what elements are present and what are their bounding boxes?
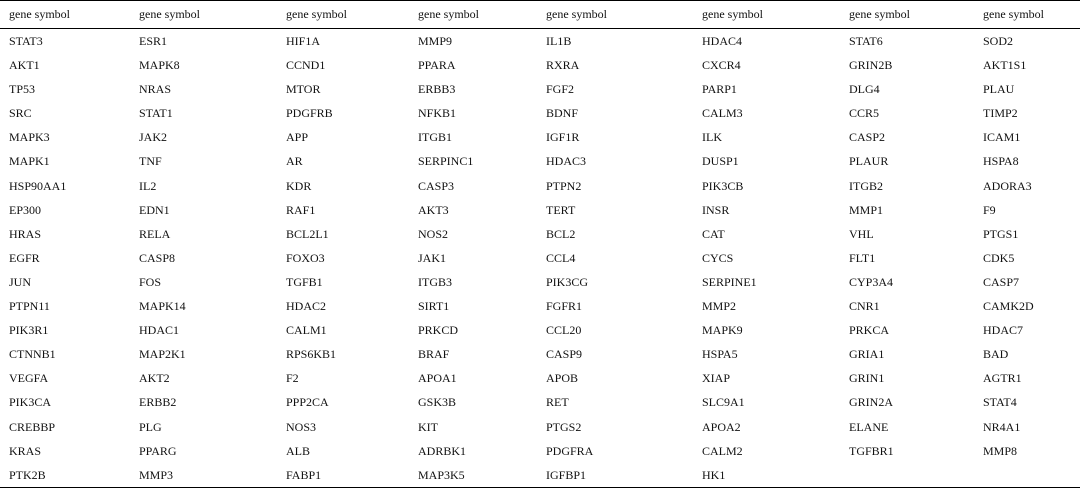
gene-symbol-cell: JAK1 xyxy=(418,250,447,265)
gene-symbol-cell: BAD xyxy=(983,347,1009,362)
gene-symbol-cell: MAPK3 xyxy=(9,130,50,145)
gene-symbol-cell: TP53 xyxy=(9,82,36,97)
gene-symbol-cell: HDAC2 xyxy=(286,299,327,314)
gene-symbol-cell: KIT xyxy=(418,419,438,434)
gene-symbol-cell: SLC9A1 xyxy=(702,395,745,410)
column-header: gene symbol xyxy=(286,7,347,21)
gene-symbol-cell: CTNNB1 xyxy=(9,347,56,362)
gene-symbol-cell: FOXO3 xyxy=(286,250,325,265)
column-header: gene symbol xyxy=(702,7,763,21)
gene-symbol-cell: DLG4 xyxy=(849,82,880,97)
gene-symbol-cell: DUSP1 xyxy=(702,154,739,169)
gene-symbol-cell: APP xyxy=(286,130,309,145)
table-row xyxy=(0,415,1080,439)
gene-symbol-cell: AKT3 xyxy=(418,202,449,217)
gene-symbol-cell: RAF1 xyxy=(286,202,316,217)
gene-symbol-cell: CCL20 xyxy=(546,323,582,338)
gene-symbol-cell: BCL2L1 xyxy=(286,226,329,241)
gene-symbol-cell: GRIN2A xyxy=(849,395,893,410)
gene-symbol-cell: EDN1 xyxy=(139,202,170,217)
gene-symbol-cell: PDGFRB xyxy=(286,106,333,121)
table-row xyxy=(0,246,1080,270)
gene-symbol-cell: IL2 xyxy=(139,178,157,193)
gene-symbol-cell: HDAC4 xyxy=(702,34,743,48)
table-row xyxy=(0,342,1080,366)
gene-symbol-cell: AKT1 xyxy=(9,58,40,73)
table-row xyxy=(0,294,1080,318)
gene-symbol-cell: FLT1 xyxy=(849,250,876,265)
gene-symbol-cell: PPP2CA xyxy=(286,395,329,410)
gene-symbol-cell: MAP3K5 xyxy=(418,467,465,482)
gene-symbol-cell: ELANE xyxy=(849,419,889,434)
gene-symbol-cell: TGFBR1 xyxy=(849,443,894,458)
gene-symbol-cell: GRIN1 xyxy=(849,371,885,386)
gene-symbol-cell: HIF1A xyxy=(286,34,321,48)
gene-symbol-cell: PTPN11 xyxy=(9,299,50,314)
gene-symbol-cell: TERT xyxy=(546,202,576,217)
gene-symbol-cell: RELA xyxy=(139,226,171,241)
gene-symbol-cell: PRKCD xyxy=(418,323,459,338)
gene-symbol-cell: APOA1 xyxy=(418,371,457,386)
gene-symbol-cell: STAT1 xyxy=(139,106,173,121)
gene-symbol-cell: FOS xyxy=(139,274,162,289)
gene-symbol-cell: ERBB2 xyxy=(139,395,177,410)
gene-symbol-cell: IGFBP1 xyxy=(546,467,587,482)
gene-symbol-cell: CALM1 xyxy=(286,323,327,338)
gene-symbol-cell: PIK3CA xyxy=(9,395,52,410)
gene-symbol-cell: NRAS xyxy=(139,82,172,97)
gene-symbol-cell: GRIN2B xyxy=(849,58,893,73)
gene-symbol-cell: EP300 xyxy=(9,202,42,217)
gene-symbol-cell: CALM3 xyxy=(702,106,743,121)
gene-symbol-cell: ADRBK1 xyxy=(418,443,467,458)
gene-symbol-cell: PTPN2 xyxy=(546,178,582,193)
gene-symbol-cell: PPARG xyxy=(139,443,177,458)
gene-symbol-cell: HDAC3 xyxy=(546,154,587,169)
gene-symbol-cell: RET xyxy=(546,395,569,410)
gene-symbol-cell: MAP2K1 xyxy=(139,347,186,362)
gene-symbol-cell: PRKCA xyxy=(849,323,890,338)
gene-symbol-cell: CCND1 xyxy=(286,58,326,73)
gene-symbol-cell: AR xyxy=(286,154,303,169)
column-header: gene symbol xyxy=(418,7,479,21)
gene-symbol-cell: GSK3B xyxy=(418,395,457,410)
gene-symbol-cell: CYP3A4 xyxy=(849,274,894,289)
gene-symbol-cell: CCR5 xyxy=(849,106,880,121)
table-row xyxy=(0,390,1080,414)
gene-symbol-cell: CASP2 xyxy=(849,130,886,145)
gene-symbol-cell: PTGS2 xyxy=(546,419,582,434)
gene-symbol-cell xyxy=(974,463,1080,488)
gene-symbol-cell: VEGFA xyxy=(9,371,49,386)
table-row xyxy=(0,270,1080,294)
table-row xyxy=(0,366,1080,390)
gene-symbol-cell: STAT3 xyxy=(9,34,43,48)
gene-symbol-cell: BDNF xyxy=(546,106,579,121)
gene-symbol-cell: CASP7 xyxy=(983,274,1020,289)
gene-symbol-cell: CDK5 xyxy=(983,250,1015,265)
gene-symbol-cell: BRAF xyxy=(418,347,450,362)
gene-symbol-cell: ICAM1 xyxy=(983,130,1021,145)
gene-symbol-cell: SRC xyxy=(9,106,32,121)
gene-symbol-cell: F2 xyxy=(286,371,299,386)
gene-symbol-cell: INSR xyxy=(702,202,730,217)
gene-symbol-cell: MAPK14 xyxy=(139,299,186,314)
table-header-row xyxy=(0,1,1080,29)
gene-symbol-cell xyxy=(840,463,974,488)
table-row xyxy=(0,463,1080,488)
gene-symbol-cell: CASP9 xyxy=(546,347,583,362)
gene-symbol-cell: ITGB3 xyxy=(418,274,452,289)
gene-symbol-cell: MMP3 xyxy=(139,467,174,482)
gene-symbol-cell: NOS2 xyxy=(418,226,449,241)
gene-symbol-cell: HDAC1 xyxy=(139,323,180,338)
gene-symbol-cell: SERPINE1 xyxy=(702,274,757,289)
gene-symbol-cell: JUN xyxy=(9,274,32,289)
table-row xyxy=(0,101,1080,125)
gene-symbol-cell: NR4A1 xyxy=(983,419,1021,434)
gene-symbol-cell: XIAP xyxy=(702,371,731,386)
gene-symbol-cell: FABP1 xyxy=(286,467,322,482)
gene-symbol-cell: PIK3R1 xyxy=(9,323,49,338)
gene-symbol-cell: TNF xyxy=(139,154,162,169)
gene-symbol-cell: MMP2 xyxy=(702,299,737,314)
gene-symbol-cell: ITGB2 xyxy=(849,178,883,193)
gene-symbol-cell: KRAS xyxy=(9,443,42,458)
gene-symbol-cell: SIRT1 xyxy=(418,299,450,314)
column-header: gene symbol xyxy=(983,7,1044,21)
gene-symbol-cell: PLAUR xyxy=(849,154,889,169)
column-header: gene symbol xyxy=(9,7,70,21)
gene-symbol-cell: PTGS1 xyxy=(983,226,1019,241)
table-body xyxy=(0,29,1080,488)
gene-symbol-cell: MAPK1 xyxy=(9,154,50,169)
gene-symbol-cell: MMP8 xyxy=(983,443,1018,458)
table-row xyxy=(0,53,1080,77)
gene-symbol-cell: PTK2B xyxy=(9,467,46,482)
gene-symbol-cell: MAPK9 xyxy=(702,323,743,338)
gene-symbol-cell: ESR1 xyxy=(139,34,168,48)
gene-symbol-cell: MAPK8 xyxy=(139,58,180,73)
gene-symbol-cell: SOD2 xyxy=(983,34,1014,48)
gene-symbol-cell: PIK3CG xyxy=(546,274,589,289)
gene-symbol-cell: CAT xyxy=(702,226,725,241)
gene-symbol-cell: HSP90AA1 xyxy=(9,178,67,193)
gene-symbol-cell: ADORA3 xyxy=(983,178,1032,193)
gene-symbol-cell: ITGB1 xyxy=(418,130,452,145)
gene-symbol-cell: RPS6KB1 xyxy=(286,347,337,362)
gene-symbol-cell: JAK2 xyxy=(139,130,168,145)
gene-symbol-cell: TGFB1 xyxy=(286,274,323,289)
gene-symbol-cell: TIMP2 xyxy=(983,106,1018,121)
table-row xyxy=(0,29,1080,54)
gene-symbol-cell: CASP8 xyxy=(139,250,176,265)
gene-symbol-cell: HK1 xyxy=(702,467,726,482)
gene-symbol-cell: CXCR4 xyxy=(702,58,741,73)
table-row xyxy=(0,174,1080,198)
gene-symbol-cell: ILK xyxy=(702,130,722,145)
gene-symbol-cell: HSPA8 xyxy=(983,154,1019,169)
gene-symbol-cell: HRAS xyxy=(9,226,42,241)
gene-symbol-cell: KDR xyxy=(286,178,312,193)
table-row xyxy=(0,149,1080,173)
gene-symbol-cell: AKT1S1 xyxy=(983,58,1027,73)
gene-symbol-cell: STAT6 xyxy=(849,34,883,48)
gene-symbol-cell: STAT4 xyxy=(983,395,1017,410)
gene-symbol-cell: RXRA xyxy=(546,58,580,73)
gene-symbol-cell: BCL2 xyxy=(546,226,576,241)
gene-symbol-cell: CREBBP xyxy=(9,419,56,434)
gene-symbol-cell: MMP9 xyxy=(418,34,453,48)
gene-symbol-cell: PIK3CB xyxy=(702,178,744,193)
gene-symbol-cell: IGF1R xyxy=(546,130,580,145)
gene-symbol-cell: CALM2 xyxy=(702,443,743,458)
table-row xyxy=(0,318,1080,342)
gene-symbol-cell: SERPINC1 xyxy=(418,154,474,169)
gene-symbol-cell: HSPA5 xyxy=(702,347,738,362)
gene-symbol-cell: NFKB1 xyxy=(418,106,457,121)
gene-symbol-cell: ERBB3 xyxy=(418,82,456,97)
gene-symbol-cell: CYCS xyxy=(702,250,734,265)
gene-symbol-cell: PLAU xyxy=(983,82,1015,97)
table-row xyxy=(0,439,1080,463)
gene-symbol-cell: PPARA xyxy=(418,58,456,73)
gene-symbol-cell: CASP3 xyxy=(418,178,455,193)
gene-symbol-cell: CNR1 xyxy=(849,299,880,314)
column-header: gene symbol xyxy=(139,7,200,21)
table-row xyxy=(0,77,1080,101)
gene-symbol-cell: HDAC7 xyxy=(983,323,1024,338)
gene-symbol-cell: CAMK2D xyxy=(983,299,1034,314)
gene-symbol-cell: EGFR xyxy=(9,250,40,265)
table-row xyxy=(0,125,1080,149)
gene-symbol-cell: PDGFRA xyxy=(546,443,594,458)
gene-symbol-cell: MMP1 xyxy=(849,202,884,217)
gene-symbol-cell: ALB xyxy=(286,443,310,458)
gene-symbol-cell: NOS3 xyxy=(286,419,317,434)
gene-symbol-cell: F9 xyxy=(983,202,996,217)
column-header: gene symbol xyxy=(849,7,910,21)
gene-symbol-cell: IL1B xyxy=(546,34,572,48)
gene-symbol-cell: FGFR1 xyxy=(546,299,583,314)
gene-symbol-cell: CCL4 xyxy=(546,250,576,265)
gene-symbol-cell: FGF2 xyxy=(546,82,575,97)
gene-symbol-cell: AKT2 xyxy=(139,371,170,386)
gene-symbol-cell: APOA2 xyxy=(702,419,741,434)
column-header: gene symbol xyxy=(546,7,607,21)
table-row xyxy=(0,222,1080,246)
gene-symbol-cell: VHL xyxy=(849,226,874,241)
gene-symbol-cell: PLG xyxy=(139,419,162,434)
gene-symbol-cell: PARP1 xyxy=(702,82,737,97)
gene-symbol-cell: APOB xyxy=(546,371,579,386)
table-row xyxy=(0,198,1080,222)
gene-symbol-cell: GRIA1 xyxy=(849,347,885,362)
gene-symbol-cell: MTOR xyxy=(286,82,321,97)
gene-symbol-cell: AGTR1 xyxy=(983,371,1022,386)
